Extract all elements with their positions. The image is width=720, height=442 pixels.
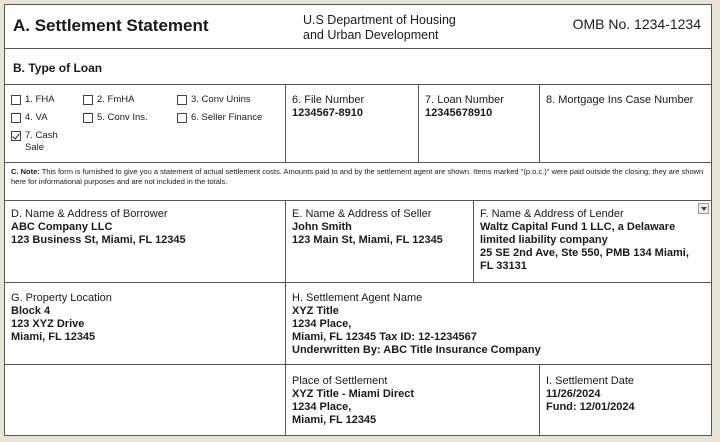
mortgage-case-cell[interactable] bbox=[540, 85, 711, 162]
agent-value: XYZ Title 1234 Place, Miami, FL 12345 Tax ID: 12-1234567 Underwritten By: ABC Title Insurance Company bbox=[292, 305, 541, 356]
loan-type-cash-sale[interactable]: 7. Cash Sale bbox=[11, 130, 58, 154]
file-number-value: 1234567-8910 bbox=[292, 107, 363, 119]
settlement-row bbox=[5, 365, 711, 435]
checkbox-cash-sale[interactable] bbox=[11, 131, 21, 141]
checkbox-fha[interactable] bbox=[11, 95, 21, 105]
form-title: A. Settlement Statement bbox=[13, 16, 209, 35]
note-text bbox=[5, 163, 711, 191]
checkbox-conv-ins[interactable] bbox=[83, 113, 93, 123]
lender-label: F. Name & Address of Lender bbox=[480, 208, 624, 220]
seller-label: E. Name & Address of Seller bbox=[292, 208, 432, 220]
seller-cell[interactable] bbox=[286, 201, 474, 282]
settlement-date-value: 11/26/2024 Fund: 12/01/2024 bbox=[546, 388, 635, 413]
place-value: XYZ Title - Miami Direct 1234 Place, Miami, FL 12345 bbox=[292, 388, 415, 426]
borrower-cell[interactable] bbox=[5, 201, 286, 282]
property-cell[interactable] bbox=[5, 283, 286, 364]
file-number-cell[interactable] bbox=[286, 85, 419, 162]
loan-info-row bbox=[5, 85, 711, 163]
settlement-statement-form bbox=[4, 4, 712, 436]
borrower-label: D. Name & Address of Borrower bbox=[11, 208, 168, 220]
loan-type-conv-ins[interactable]: 5. Conv Ins. bbox=[83, 112, 148, 124]
property-label: G. Property Location bbox=[11, 292, 112, 304]
loan-number-value: 12345678910 bbox=[425, 107, 493, 119]
note-body: This form is furnished to give you a statement of actual settlement costs. Amounts paid to and by the settlement agent are shown. Items marked "(p.o.c.)" were paid outside the closing; they are shown here for informational purposes and are not included in the totals. bbox=[11, 167, 704, 186]
place-label: Place of Settlement bbox=[292, 375, 388, 387]
note-row bbox=[5, 163, 711, 201]
loan-type-seller-finance[interactable]: 6. Seller Finance bbox=[177, 112, 262, 124]
loan-type-options bbox=[5, 85, 286, 162]
agent-label: H. Settlement Agent Name bbox=[292, 292, 423, 304]
note-prefix: C. Note: bbox=[11, 167, 40, 176]
lender-cell[interactable] bbox=[474, 201, 711, 282]
seller-value: John Smith 123 Main St, Miami, FL 12345 bbox=[292, 221, 443, 246]
settlement-date-label: I. Settlement Date bbox=[546, 375, 635, 387]
lender-dropdown-icon[interactable] bbox=[698, 203, 709, 214]
department-name: U.S Department of Housing and Urban Development bbox=[303, 13, 456, 42]
place-cell[interactable] bbox=[286, 365, 540, 435]
loan-number-label: 7. Loan Number bbox=[425, 94, 504, 106]
loan-number-cell[interactable] bbox=[419, 85, 540, 162]
type-of-loan-heading-row bbox=[5, 49, 711, 85]
location-agent-row bbox=[5, 283, 711, 365]
borrower-value: ABC Company LLC 123 Business St, Miami, FL 12345 bbox=[11, 221, 186, 246]
checkbox-va[interactable] bbox=[11, 113, 21, 123]
loan-type-fha[interactable]: 1. FHA bbox=[11, 94, 55, 106]
loan-type-va[interactable]: 4. VA bbox=[11, 112, 48, 124]
checkbox-conv-unins[interactable] bbox=[177, 95, 187, 105]
lender-value: Waltz Capital Fund 1 LLC, a Delaware limited liability company 25 SE 2nd Ave, Ste 550, PMB 134 Miami, FL 33131 bbox=[480, 221, 689, 272]
file-number-label: 6. File Number bbox=[292, 94, 365, 106]
mortgage-case-label: 8. Mortgage Ins Case Number bbox=[546, 94, 694, 106]
blank-cell bbox=[5, 365, 286, 435]
checkbox-seller-finance[interactable] bbox=[177, 113, 187, 123]
property-value: Block 4 123 XYZ Drive Miami, FL 12345 bbox=[11, 305, 96, 343]
checkbox-fmha[interactable] bbox=[83, 95, 93, 105]
omb-number: OMB No. 1234-1234 bbox=[572, 16, 701, 32]
parties-row bbox=[5, 201, 711, 283]
loan-type-conv-unins[interactable]: 3. Conv Unins bbox=[177, 94, 251, 106]
header-row bbox=[5, 5, 711, 49]
settlement-date-cell[interactable] bbox=[540, 365, 711, 435]
loan-type-fmha[interactable]: 2. FmHA bbox=[83, 94, 134, 106]
agent-cell[interactable] bbox=[286, 283, 711, 364]
type-of-loan-heading: B. Type of Loan bbox=[13, 61, 103, 75]
